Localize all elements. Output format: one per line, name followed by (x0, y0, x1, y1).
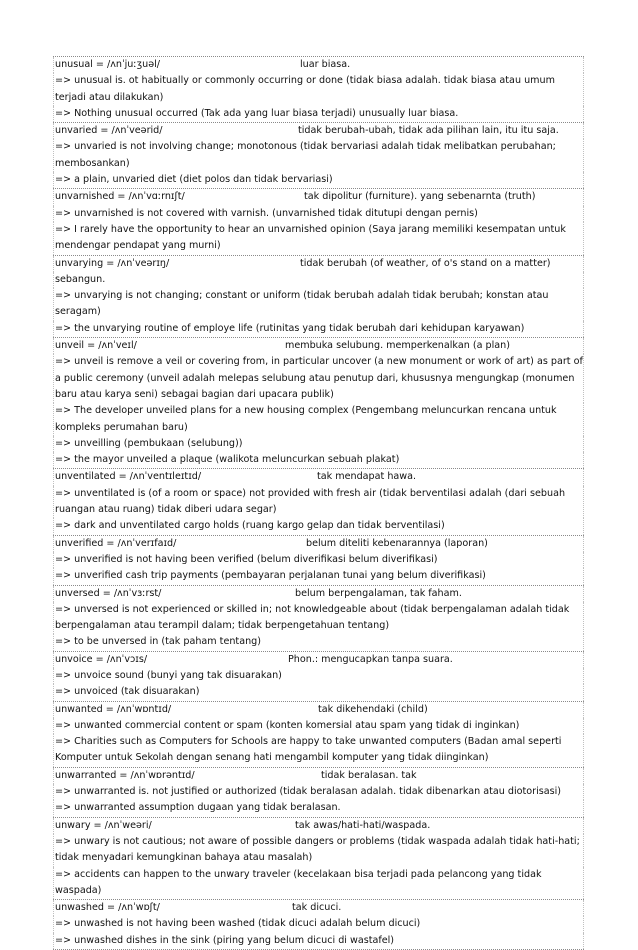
entry-gloss: tak awas/hati-hati/waspada. (295, 819, 431, 831)
entry-headline (53, 189, 584, 205)
entry-gloss: membuka selubung. memperkenalkan (a plan) (285, 340, 510, 352)
entry-gloss: Phon.: mengucapkan tanpa suara. (288, 653, 453, 665)
entry-headword: unvaried = /ʌnˈveərid/ (55, 125, 163, 137)
entry-definition-line: => unveilling (pembukaan (selubung)) (53, 436, 584, 452)
entry-headword: unusual = /ʌnˈjuːʒuəl/ (55, 59, 161, 70)
entry-definition-line: => accidents can happen to the unwary traveler (kecelakaan bisa terjadi pada pelancong yang tidak waspada) (53, 867, 584, 900)
entry-headline (53, 123, 584, 139)
entry-headline (53, 702, 584, 718)
entry-gloss: tidak berubah (of weather, of o's stand on a matter) (300, 257, 551, 269)
entry-definition-line: => unvoiced (tak disuarakan) (53, 684, 584, 700)
entry-headline (53, 536, 584, 552)
dictionary-entry (53, 56, 584, 123)
entry-definition-line: => unvarying is not changing; constant or uniform (tidak berubah adalah tidak berubah; konstan atau seragam) (53, 288, 584, 321)
entry-definition-line: => I rarely have the opportunity to hear an unvarnished opinion (Saya jarang memiliki kesempatan untuk mendengar pendapat yang murni) (53, 222, 584, 255)
entry-headline (53, 57, 584, 73)
entry-headline (53, 652, 584, 668)
entry-headword: unwashed = /ʌnˈwɒʃt/ (55, 902, 160, 914)
entry-headword: unverified = /ʌnˈverɪfaɪd/ (55, 537, 177, 549)
entry-headline (53, 818, 584, 834)
entry-headword: unvarnished = /ʌnˈvɑːrnɪʃt/ (55, 191, 185, 203)
entry-headword: unventilated = /ʌnˈventɪleɪtɪd/ (55, 471, 202, 483)
entry-definition-line: => unverified is not having been verified (belum diverifikasi belum diverifikasi) (53, 552, 584, 568)
entry-headline (53, 469, 584, 485)
entry-definition-line: => a plain, unvaried diet (diet polos dan tidak bervariasi) (53, 172, 584, 188)
entry-definition-line: => unwarranted is. not justified or authorized (tidak beralasan adalah. tidak dibenarkan atau diotorisasi) (53, 784, 584, 800)
entry-definition-line: => dark and unventilated cargo holds (ruang kargo gelap dan tidak berventilasi) (53, 518, 584, 534)
dictionary-page (53, 56, 584, 950)
entry-gloss: tak dicuci. (292, 902, 342, 914)
entry-gloss: tak dikehendaki (child) (318, 703, 428, 715)
entry-headline (53, 256, 584, 272)
dictionary-entry (53, 123, 584, 189)
entry-definition-line: => unwashed dishes in the sink (piring yang belum dicuci di wastafel) (53, 933, 584, 949)
entry-gloss: tidak beralasan. tak (321, 769, 417, 781)
entry-definition-line: => unwary is not cautious; not aware of possible dangers or problems (tidak waspada adalah tidak hati-hati; tidak menyadari kemungkinan bahaya atau masalah) (53, 834, 584, 867)
dictionary-entry (53, 768, 584, 818)
dictionary-entry (53, 469, 584, 535)
entry-definition-line: => unwashed is not having been washed (tidak dicuci adalah belum dicuci) (53, 916, 584, 932)
entry-definition-line: => unwanted commercial content or spam (konten komersial atau spam yang tidak di inginkan) (53, 718, 584, 734)
entry-definition-line: => the mayor unveiled a plaque (walikota meluncurkan sebuah plakat) (53, 452, 584, 468)
entry-headword: unveil = /ʌnˈveɪl/ (55, 340, 137, 352)
dictionary-entry (53, 536, 584, 586)
dictionary-entry (53, 900, 584, 950)
dictionary-entry (53, 818, 584, 900)
entry-headword: unwarranted = /ʌnˈwɒrəntɪd/ (55, 769, 195, 781)
entry-headword: unwanted = /ʌnˈwɒntɪd/ (55, 703, 172, 715)
entry-definition-line: => The developer unveiled plans for a new housing complex (Pengembang meluncurkan rencana untuk kompleks perumahan baru) (53, 403, 584, 436)
entry-headword: unvarying = /ʌnˈveərɪŋ/ (55, 257, 170, 269)
entry-gloss: belum diteliti kebenarannya (laporan) (306, 537, 488, 549)
entry-headline (53, 586, 584, 602)
entry-gloss: tak mendapat hawa. (317, 471, 417, 483)
entry-definition-line: => unwarranted assumption dugaan yang tidak beralasan. (53, 800, 584, 816)
entry-headword: unvoice = /ʌnˈvɔɪs/ (55, 653, 148, 665)
entry-headline (53, 338, 584, 354)
entry-definition-line: => unvarnished is not covered with varnish. (unvarnished tidak ditutupi dengan pernis) (53, 206, 584, 222)
entry-definition-line: => unversed is not experienced or skilled in; not knowledgeable about (tidak berpengalaman adalah tidak berpengalaman atau terampil dalam; tidak berpengetahuan tentang) (53, 602, 584, 635)
entry-headline (53, 768, 584, 784)
entry-definition-line: => unveil is remove a veil or covering from, in particular uncover (a new monument or work of art) as part of a public ceremony (unveil adalah melepas selubung atau penutup dari, khususnya mengungkap (monumen baru atau karya seni) sebagai bagian dari upacara publik) (53, 354, 584, 403)
entry-gloss: tak dipolitur (furniture). yang sebenarnta (truth) (304, 191, 536, 203)
entry-gloss: belum berpengalaman, tak faham. (295, 587, 462, 599)
dictionary-entry (53, 702, 584, 768)
entry-definition-line: => unusual is. ot habitually or commonly occurring or done (tidak biasa adalah. tidak biasa atau umum terjadi atau dilakukan) (53, 73, 584, 106)
entry-definition-line: => to be unversed in (tak paham tentang) (53, 634, 584, 650)
entry-gloss: luar biasa. (300, 59, 351, 70)
entry-definition-line: => unventilated is (of a room or space) not provided with fresh air (tidak berventilasi adalah (dari sebuah ruangan atau ruang) tidak diberi udara segar) (53, 486, 584, 519)
entry-definition-line: sebangun. (53, 272, 584, 288)
entry-gloss: tidak berubah-ubah, tidak ada pilihan lain, itu itu saja. (298, 125, 559, 137)
entry-definition-line: => unverified cash trip payments (pembayaran perjalanan tunai yang belum diverifikasi) (53, 568, 584, 584)
entry-definition-line: => the unvarying routine of employe life (rutinitas yang tidak berubah dari kehidupan karyawan) (53, 321, 584, 337)
entry-definition-line: => unvoice sound (bunyi yang tak disuarakan) (53, 668, 584, 684)
dictionary-entry (53, 256, 584, 338)
dictionary-entry (53, 652, 584, 702)
dictionary-entry (53, 338, 584, 469)
entry-headword: unwary = /ʌnˈweəri/ (55, 819, 152, 831)
entry-definition-line: => Nothing unusual occurred (Tak ada yang luar biasa terjadi) unusually luar biasa. (53, 106, 584, 122)
dictionary-entry (53, 586, 584, 652)
entry-definition-line: => Charities such as Computers for Schools are happy to take unwanted computers (Badan amal seperti Komputer untuk Sekolah dengan senang hati mengambil komputer yang tidak diinginkan) (53, 734, 584, 767)
dictionary-entry (53, 189, 584, 255)
entry-headword: unversed = /ʌnˈvɜːrst/ (55, 587, 162, 599)
entry-definition-line: => unvaried is not involving change; monotonous (tidak bervariasi adalah tidak melibatkan perubahan; membosankan) (53, 139, 584, 172)
